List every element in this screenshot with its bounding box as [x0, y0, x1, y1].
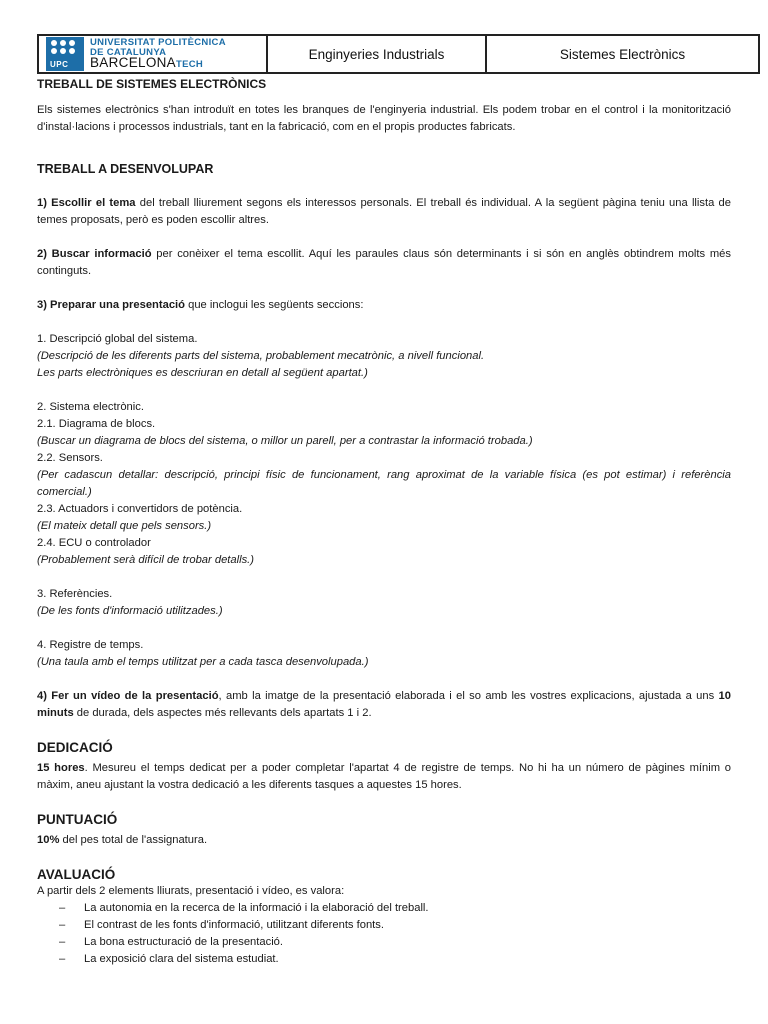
document-header-table	[37, 34, 760, 74]
section-3-item: 3. Referències.	[37, 588, 113, 600]
logo-line-1: UNIVERSITAT POLITÈCNICA	[90, 37, 226, 48]
section-4-note: (Una taula amb el temps utilitzat per a cada tasca desenvolupada.)	[37, 656, 369, 668]
logo-line-3: BARCELONATECH	[90, 55, 204, 70]
intro-paragraph: Els sistemes electrònics s'han introduït en totes les branques de l'enginyeria industrial. Els podem trobar en el control i la monitorització d'instal·lacions i processos industrials, tant en la fabricació, com en el propis productes fabricats.	[37, 104, 731, 133]
upc-logo-badge: UPC	[50, 60, 69, 69]
section-title-avaluacio: AVALUACIÓ	[37, 867, 116, 882]
list-item: – La exposició clara del sistema estudiat.	[37, 951, 731, 968]
upc-logo-mark	[46, 37, 84, 71]
section-1-note-2: Les parts electròniques es descriuran en detall al següent apartat.)	[37, 367, 368, 379]
header-logo-cell	[39, 36, 268, 72]
document-title: TREBALL DE SISTEMES ELECTRÒNICS	[37, 77, 267, 91]
list-item: – La autonomia en la recerca de la informació i la elaboració del treball.	[37, 900, 731, 917]
dedicacio-paragraph: 15 hores. Mesureu el temps dedicat per a poder completar l'apartat 4 de registre de temps. No hi ha un número de pàgines mínim o màxim, aneu ajustant la vostra dedicació a les diferents tasques a aquestes 15 hores.	[37, 762, 731, 791]
upc-logo	[46, 37, 259, 71]
logo-line-2: DE CATALUNYA	[90, 47, 167, 58]
list-item: – El contrast de les fonts d'informació, utilitzant diferents fonts.	[37, 917, 731, 934]
section-1-item: 1. Descripció global del sistema.	[37, 333, 198, 345]
section-2-3-item: 2.3. Actuadors i convertidors de potència.	[37, 503, 243, 515]
step-4-paragraph: 4) Fer un vídeo de la presentació, amb la imatge de la presentació elaborada i el so amb les vostres explicacions, ajustada a uns 10 minuts de durada, dels aspectes més rellevants dels apartats 1 i 2.	[37, 690, 731, 719]
step-2-paragraph: 2) Buscar informació per conèixer el tema escollit. Aquí les paraules claus són determinants i si són en anglès obtindrem molts més continguts.	[37, 248, 731, 277]
section-1-note-1: (Descripció de les diferents parts del sistema, probablement mecatrònic, a nivell funcional.	[37, 350, 485, 362]
upc-logo-text	[90, 38, 226, 70]
section-title-dedicacio: DEDICACIÓ	[37, 740, 113, 755]
avaluacio-intro: A partir dels 2 elements lliurats, presentació i vídeo, es valora:	[37, 885, 345, 897]
section-2-1-note: (Buscar un diagrama de blocs del sistema, o millor un parell, per a contrastar la informació trobada.)	[37, 435, 533, 447]
section-2-4-item: 2.4. ECU o controlador	[37, 537, 151, 549]
avaluacio-list	[37, 900, 731, 968]
header-degree: Enginyeries Industrials	[308, 46, 445, 62]
section-3-note: (De les fonts d'informació utilitzades.)	[37, 605, 223, 617]
header-subject-cell	[487, 36, 758, 72]
section-2-2-item: 2.2. Sensors.	[37, 452, 103, 464]
puntuacio-paragraph: 10% del pes total de l'assignatura.	[37, 834, 208, 846]
document-body	[37, 76, 731, 968]
header-degree-cell	[268, 36, 487, 72]
section-2-4-note: (Probablement serà difícil de trobar detalls.)	[37, 554, 255, 566]
section-2-item: 2. Sistema electrònic.	[37, 401, 144, 413]
section-4-item: 4. Registre de temps.	[37, 639, 144, 651]
section-title-puntuacio: PUNTUACIÓ	[37, 812, 118, 827]
section-title-treball: TREBALL A DESENVOLUPAR	[37, 162, 214, 176]
header-subject: Sistemes Electrònics	[559, 46, 686, 62]
list-item: – La bona estructuració de la presentació.	[37, 934, 731, 951]
section-2-3-note: (El mateix detall que pels sensors.)	[37, 520, 212, 532]
section-2-1-item: 2.1. Diagrama de blocs.	[37, 418, 156, 430]
step-3-paragraph: 3) Preparar una presentació que inclogui les següents seccions:	[37, 299, 364, 311]
section-2-2-note: (Per cadascun detallar: descripció, principi físic de funcionament, rang aproximat de la variable física (es pot estimar) i referència comercial.)	[37, 469, 731, 498]
step-1-paragraph: 1) Escollir el tema del treball lliurement segons els interessos personals. El treball és individual. A la següent pàgina teniu una llista de temes proposats, però es poden escollir altres.	[37, 197, 732, 226]
